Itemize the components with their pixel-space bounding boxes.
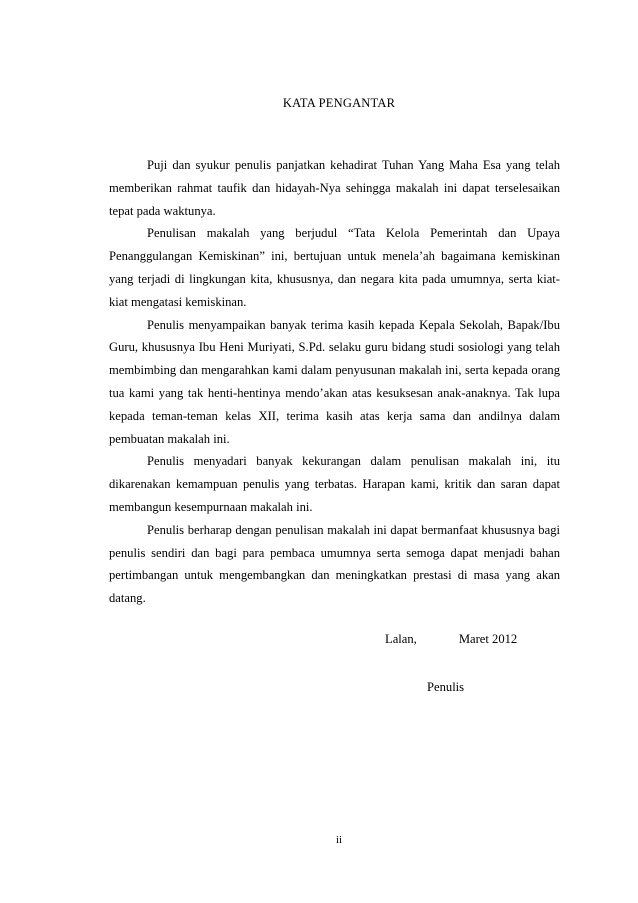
- date-label: Maret 2012: [458, 632, 518, 646]
- page-number: ii: [335, 834, 343, 846]
- preface-body: [109, 154, 560, 610]
- place-label: Lalan,: [385, 632, 417, 646]
- paragraph-purpose: Penulisan makalah yang berjudul “Tata Kelola Pemerintah dan Upaya Penanggulangan Kemiskinan” ini, bertujuan untuk menela’ah bagaimana kemiskinan yang terjadi di lingkungan kita, khususnya, dan negara kita pada umumnya, serta kiat-kiat mengatasi kemiskinan.: [109, 226, 560, 309]
- paragraph-hope: Penulis berharap dengan penulisan makalah ini dapat bermanfaat khususnya bagi penulis sendiri dan bagi para pembaca umumnya serta semoga dapat menjadi bahan pertimbangan untuk mengembangkan dan meningkatkan prestasi di masa yang akan datang.: [109, 522, 560, 606]
- paragraph-gratitude: Puji dan syukur penulis panjatkan kehadirat Tuhan Yang Maha Esa yang telah memberikan rahmat taufik dan hidayah-Nya sehingga makalah ini dapat terselesaikan tepat pada waktunya.: [109, 158, 560, 218]
- author-signature: Penulis: [427, 680, 465, 694]
- paragraph-shortcomings: Penulis menyadari banyak kekurangan dalam penulisan makalah ini, itu dikarenakan kemampuan penulis yang terbatas. Harapan kami, kritik dan saran dapat membangun kesempurnaan makalah ini.: [109, 454, 560, 514]
- place-and-date: [385, 632, 517, 647]
- paragraph-thanks: Penulis menyampaikan banyak terima kasih kepada Kepala Sekolah, Bapak/Ibu Guru, khususnya Ibu Heni Muriyati, S.Pd. selaku guru bidang studi sosiologi yang telah membimbing dan mengarahkan kami dalam penyusunan makalah ini, serta kepada orang tua kami yang tak henti-hentinya mendo’akan atas kesuksesan anak-anaknya. Tak lupa kepada teman-teman kelas XII, terima kasih atas kerja sama dan andilnya dalam pembuatan makalah ini.: [109, 317, 560, 446]
- page-title: KATA PENGANTAR: [282, 96, 396, 110]
